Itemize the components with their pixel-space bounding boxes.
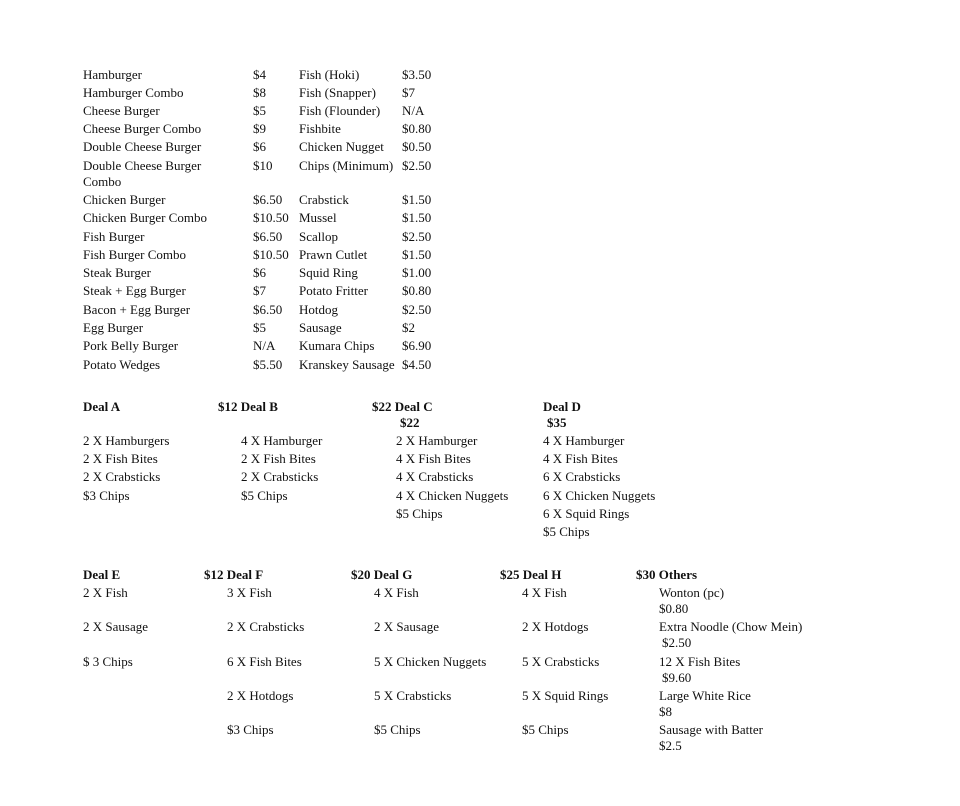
deal-price-line: $35: [547, 415, 567, 430]
menu-item-price: $2.50: [402, 229, 432, 244]
deal-price: $12: [204, 567, 224, 582]
menu-item-name: Chicken Nugget: [299, 139, 384, 154]
menu-item-name: Fish Burger Combo: [83, 247, 187, 262]
menu-item-price: $6: [253, 139, 266, 154]
others-item-name: 12 X Fish Bites: [659, 654, 741, 669]
menu-item-name: Fish (Snapper): [299, 85, 376, 100]
menu-item-price: $6.90: [402, 338, 432, 353]
deal-name: Deal G: [373, 567, 413, 582]
menu-item-name: Cheese Burger: [83, 103, 160, 118]
menu-item-name: Chicken Burger: [83, 192, 166, 207]
deal-title: [500, 566, 561, 584]
others-name: Others: [658, 567, 698, 582]
deal-title: [351, 566, 412, 584]
menu-item-name: Sausage: [299, 320, 342, 335]
deal-item: 2 X Crabsticks: [227, 619, 305, 634]
deal-item: 2 X Sausage: [83, 619, 148, 634]
deal-item: 2 X Crabsticks: [241, 469, 319, 484]
deal-item: $5 Chips: [396, 506, 443, 521]
others-item-price: $2.5: [659, 738, 682, 753]
others-item-price: $8: [659, 704, 672, 719]
deal-name: Deal C: [394, 399, 433, 414]
menu-item-price: $2.50: [402, 302, 432, 317]
menu-item-name: Steak + Egg Burger: [83, 283, 186, 298]
menu-item-name: Hotdog: [299, 302, 338, 317]
deal-item: 4 X Fish: [374, 585, 419, 600]
deal-item: 2 X Hotdogs: [227, 688, 294, 703]
deal-price-line: $22: [400, 415, 420, 430]
menu-item-name: Steak Burger: [83, 265, 151, 280]
deal-title: Deal D: [543, 399, 581, 414]
menu-item-name: Fish Burger: [83, 229, 145, 244]
deal-name: Deal H: [522, 567, 562, 582]
deal-item: $3 Chips: [83, 488, 130, 503]
deal-item: 4 X Hamburger: [241, 433, 323, 448]
menu-item-price: $1.00: [402, 265, 432, 280]
menu-item-price: N/A: [402, 103, 425, 118]
deal-item: 4 X Chicken Nuggets: [396, 488, 509, 503]
menu-item-name: Mussel: [299, 210, 337, 225]
others-item-name: Large White Rice: [659, 688, 751, 703]
others-item-price: $0.80: [659, 601, 689, 616]
deal-item: 5 X Crabsticks: [374, 688, 452, 703]
menu-item-price: $10.50: [253, 247, 289, 262]
menu-item-name: Kranskey Sausage: [299, 357, 395, 372]
menu-item-price: $4.50: [402, 357, 432, 372]
menu-item-name: Bacon + Egg Burger: [83, 302, 191, 317]
deal-item: 2 X Hamburgers: [83, 433, 170, 448]
deal-item: $5 Chips: [241, 488, 288, 503]
menu-item-name: Fish (Flounder): [299, 103, 381, 118]
menu-item-price: $2.50: [402, 158, 432, 173]
menu-item-name: Kumara Chips: [299, 338, 375, 353]
deal-item: 4 X Crabsticks: [396, 469, 474, 484]
deal-title: [204, 566, 263, 584]
others-price: $30: [636, 567, 656, 582]
deal-item: 4 X Fish Bites: [543, 451, 618, 466]
deal-name: Deal F: [226, 567, 264, 582]
menu-item-price: $0.50: [402, 139, 432, 154]
deal-price: $22: [372, 399, 392, 414]
menu-item-name: Scallop: [299, 229, 338, 244]
menu-item-price: $5: [253, 320, 266, 335]
menu-item-name: Egg Burger: [83, 320, 144, 335]
menu-item-price: $6.50: [253, 192, 283, 207]
menu-item-name: Double Cheese Burger: [83, 158, 202, 173]
deal-item: 6 X Chicken Nuggets: [543, 488, 656, 503]
deal-item: 2 X Sausage: [374, 619, 439, 634]
menu-item-name: Pork Belly Burger: [83, 338, 179, 353]
menu-item-price: $7: [253, 283, 266, 298]
deal-price: $12: [218, 399, 238, 414]
menu-item-price: $1.50: [402, 192, 432, 207]
menu-item-name-continued: Combo: [83, 174, 122, 189]
menu-item-price: $6.50: [253, 229, 283, 244]
deal-item: 2 X Crabsticks: [83, 469, 161, 484]
menu-item-price: N/A: [253, 338, 276, 353]
menu-item-name: Chips (Minimum): [299, 158, 394, 173]
deal-title: Deal E: [83, 567, 121, 582]
menu-item-price: $1.50: [402, 210, 432, 225]
menu-item-price: $6.50: [253, 302, 283, 317]
menu-item-name: Hamburger Combo: [83, 85, 184, 100]
menu-item-price: $3.50: [402, 67, 432, 82]
others-title: [636, 566, 697, 584]
menu-item-name: Squid Ring: [299, 265, 358, 280]
menu-item-price: $10.50: [253, 210, 289, 225]
deal-item: 2 X Fish Bites: [83, 451, 158, 466]
deal-title: Deal A: [83, 399, 121, 414]
others-item-name: Sausage with Batter: [659, 722, 763, 737]
deal-item: 2 X Hamburger: [396, 433, 478, 448]
deal-item: 5 X Squid Rings: [522, 688, 609, 703]
others-item-name: Wonton (pc): [659, 585, 725, 600]
deal-item: 4 X Fish Bites: [396, 451, 471, 466]
menu-item-price: $6: [253, 265, 266, 280]
menu-item-price: $8: [253, 85, 266, 100]
deal-item: 2 X Fish: [83, 585, 128, 600]
menu-item-name: Prawn Cutlet: [299, 247, 368, 262]
others-item-price: $2.50: [662, 635, 692, 650]
menu-item-price: $7: [402, 85, 415, 100]
menu-item-price: $0.80: [402, 121, 432, 136]
deal-item: 6 X Fish Bites: [227, 654, 302, 669]
others-item-name: Extra Noodle (Chow Mein): [659, 619, 803, 634]
menu-item-price: $4: [253, 67, 266, 82]
deal-item: 2 X Hotdogs: [522, 619, 589, 634]
menu-item-name: Potato Wedges: [83, 357, 161, 372]
deal-item: 4 X Hamburger: [543, 433, 625, 448]
deal-item: $5 Chips: [543, 524, 590, 539]
deal-price: $20: [351, 567, 371, 582]
deal-item: $5 Chips: [374, 722, 421, 737]
deal-title: [218, 398, 278, 416]
menu-item-name: Chicken Burger Combo: [83, 210, 207, 225]
menu-item-name: Fish (Hoki): [299, 67, 360, 82]
menu-item-name: Cheese Burger Combo: [83, 121, 202, 136]
menu-item-price: $9: [253, 121, 266, 136]
menu-item-price: $2: [402, 320, 415, 335]
deal-item: 6 X Crabsticks: [543, 469, 621, 484]
deal-item: $3 Chips: [227, 722, 274, 737]
menu-item-price: $5.50: [253, 357, 283, 372]
menu-item-name: Fishbite: [299, 121, 341, 136]
menu-item-name: Hamburger: [83, 67, 142, 82]
deal-item: 4 X Fish: [522, 585, 567, 600]
deal-item: $5 Chips: [522, 722, 569, 737]
deal-item: 3 X Fish: [227, 585, 272, 600]
deal-price: $25: [500, 567, 520, 582]
menu-item-price: $10: [253, 158, 273, 173]
menu-item-price: $5: [253, 103, 266, 118]
menu-item-price: $0.80: [402, 283, 432, 298]
menu-item-name: Crabstick: [299, 192, 349, 207]
menu-item-name: Double Cheese Burger: [83, 139, 202, 154]
deal-item: 5 X Chicken Nuggets: [374, 654, 487, 669]
menu-item-name: Potato Fritter: [299, 283, 368, 298]
deal-item: 5 X Crabsticks: [522, 654, 600, 669]
deal-item: 6 X Squid Rings: [543, 506, 630, 521]
menu-item-price: $1.50: [402, 247, 432, 262]
deal-item: 2 X Fish Bites: [241, 451, 316, 466]
deal-item: $ 3 Chips: [83, 654, 133, 669]
others-item-price: $9.60: [662, 670, 692, 685]
deal-name: Deal B: [240, 399, 278, 414]
